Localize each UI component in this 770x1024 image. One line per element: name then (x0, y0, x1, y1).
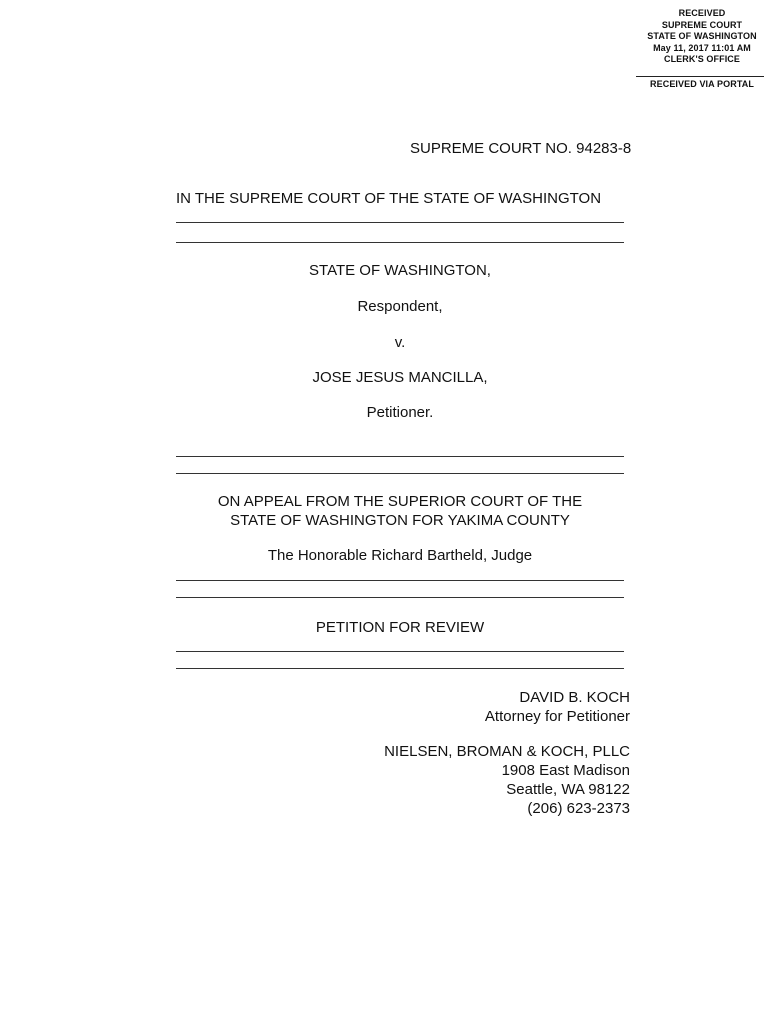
divider (176, 651, 624, 652)
caption-plaintiff-role: Respondent, (357, 298, 443, 315)
counsel-street: 1908 East Madison (501, 762, 630, 779)
stamp-state: STATE OF WASHINGTON (647, 31, 757, 41)
counsel-city: Seattle, WA 98122 (506, 781, 630, 798)
counsel-role: Attorney for Petitioner (484, 708, 630, 725)
received-stamp (640, 8, 764, 90)
counsel-firm: NIELSEN, BROMAN & KOCH, PLLC (384, 743, 630, 760)
caption-plaintiff: STATE OF WASHINGTON, (309, 262, 491, 279)
divider (176, 222, 624, 223)
counsel-phone: (206) 623-2373 (527, 800, 630, 817)
stamp-portal: RECEIVED VIA PORTAL (650, 78, 754, 89)
stamp-datetime: May 11, 2017 11:01 AM (653, 42, 751, 53)
divider (176, 668, 624, 669)
caption-versus: v. (394, 334, 406, 351)
stamp-clerk: CLERK'S OFFICE (663, 54, 741, 64)
appeal-line-2: STATE OF WASHINGTON FOR YAKIMA COUNTY (230, 512, 570, 529)
stamp-divider (636, 76, 764, 77)
document-title: PETITION FOR REVIEW (315, 619, 485, 636)
stamp-court: SUPREME COURT (661, 19, 743, 30)
divider (176, 597, 624, 598)
caption-defendant-role: Petitioner. (366, 404, 434, 421)
caption-defendant: JOSE JESUS MANCILLA, (312, 369, 488, 386)
divider (176, 242, 624, 243)
appeal-judge: The Honorable Richard Bartheld, Judge (267, 547, 533, 564)
divider (176, 473, 624, 474)
divider (176, 456, 624, 457)
counsel-name: DAVID B. KOCH (519, 689, 630, 706)
court-title: IN THE SUPREME COURT OF THE STATE OF WASHINGTON (176, 190, 602, 207)
appeal-line-1: ON APPEAL FROM THE SUPERIOR COURT OF THE (217, 493, 583, 510)
case-number: SUPREME COURT NO. 94283-8 (410, 140, 632, 157)
stamp-received: RECEIVED (678, 8, 726, 18)
divider (176, 580, 624, 581)
